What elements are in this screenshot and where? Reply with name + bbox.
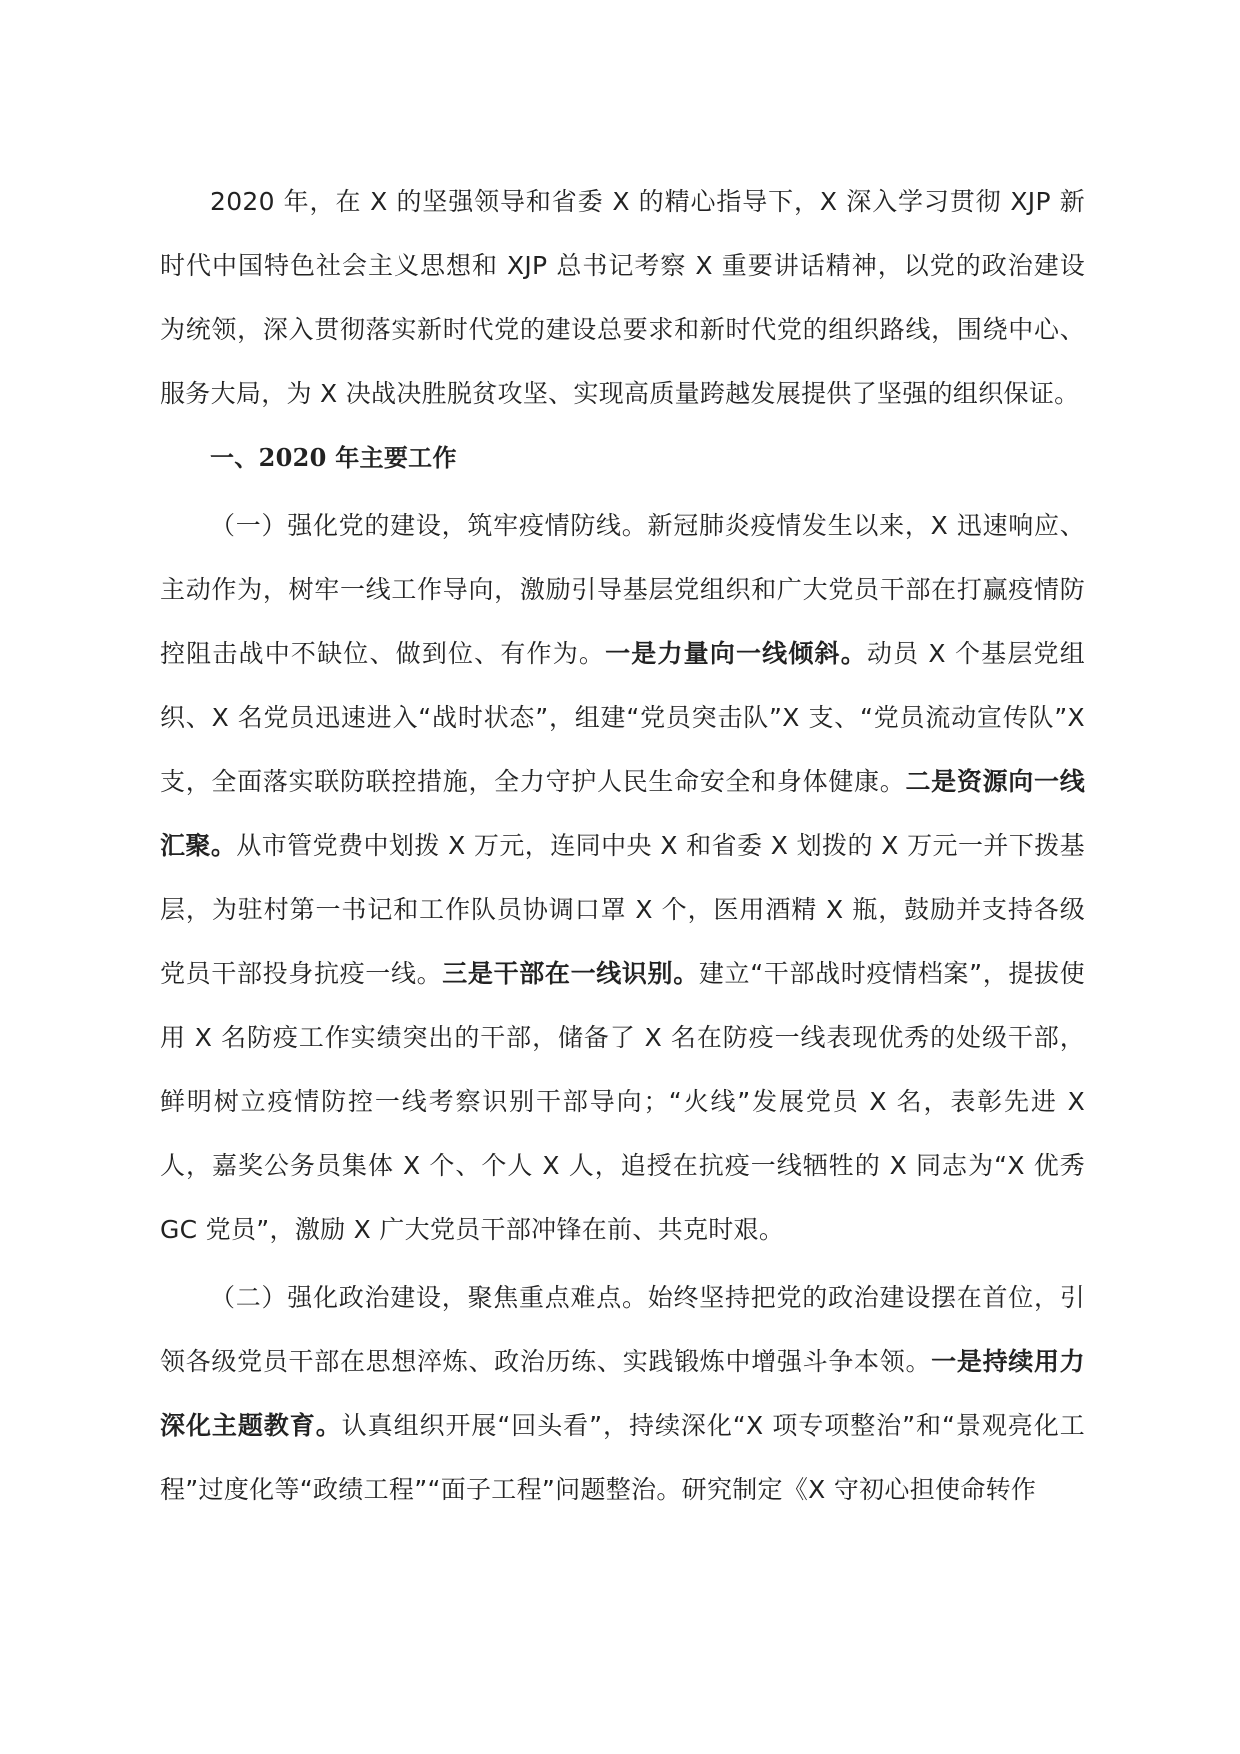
paragraph-epidemic xyxy=(160,494,1085,1262)
section-heading: 一、2020 年主要工作 xyxy=(210,443,457,472)
paragraph-lead: （二）强化政治建设，聚焦重点难点。始终坚持把党的政治建设摆在首位，引领各级党员干部在思想淬炼、政治历练、实践锻炼中增强斗争本领。 xyxy=(160,1283,1085,1376)
intro-paragraph xyxy=(160,170,1085,426)
paragraph-lead: （一）强化党的建设，筑牢疫情防线。新冠肺炎疫情发生以来，X 迅速响应、主动作为，树牢一线工作导向，激励引导基层党组织和广大党员干部在打赢疫情防控阻击战中不缺位、做到位、有作为。 xyxy=(160,511,1085,668)
bold-point-2: 二是资源向一线汇聚。 xyxy=(160,767,1086,860)
point-1-text: 认真组织开展“回头看”，持续深化“X 项专项整治”和“景观亮化工程”过度化等“政绩工程”“面子工程”问题整治。研究制定《X 守初心担使命转作 xyxy=(160,1411,1085,1504)
point-3-text: 建立“干部战时疫情档案”，提拔使用 X 名防疫工作实绩突出的干部，储备了 X 名在防疫一线表现优秀的处级干部，鲜明树立疫情防控一线考察识别干部导向；“火线”发展党员 X 名，表彰先进 X 人，嘉奖公务员集体 X 个、个人 X 人，追授在抗疫一线牺牲的 X 同志为“X 优秀 GC 党员”，激励 X 广大党员干部冲锋在前、共克时艰。 xyxy=(160,959,1085,1244)
point-1-text: 动员 X 个基层党组织、X 名党员迅速进入“战时状态”，组建“党员突击队”X 支、“党员流动宣传队”X 支，全面落实联防联控措施，全力守护人民生命安全和身体健康。 xyxy=(160,639,1085,796)
bold-point-1: 一是持续用力深化主题教育。 xyxy=(160,1347,1085,1440)
bold-point-3: 三是干部在一线识别。 xyxy=(442,959,699,988)
intro-text: 2020 年，在 X 的坚强领导和省委 X 的精心指导下，X 深入学习贯彻 XJP 新时代中国特色社会主义思想和 XJP 总书记考察 X 重要讲话精神，以党的政治建设为统领，深入贯彻落实新时代党的建设总要求和新时代党的组织路线，围绕中心、服务大局，为 X 决战决胜脱贫攻坚、实现高质量跨越发展提供了坚强的组织保证。 xyxy=(160,187,1085,408)
document-body xyxy=(160,170,1085,1522)
point-2-text: 从市管党费中划拨 X 万元，连同中央 X 和省委 X 划拨的 X 万元一并下拨基层，为驻村第一书记和工作队员协调口罩 X 个，医用酒精 X 瓶，鼓励并支持各级党员干部投身抗疫一线。 xyxy=(160,831,1085,988)
paragraph-political xyxy=(160,1266,1085,1522)
bold-point-1: 一是力量向一线倾斜。 xyxy=(605,639,867,668)
